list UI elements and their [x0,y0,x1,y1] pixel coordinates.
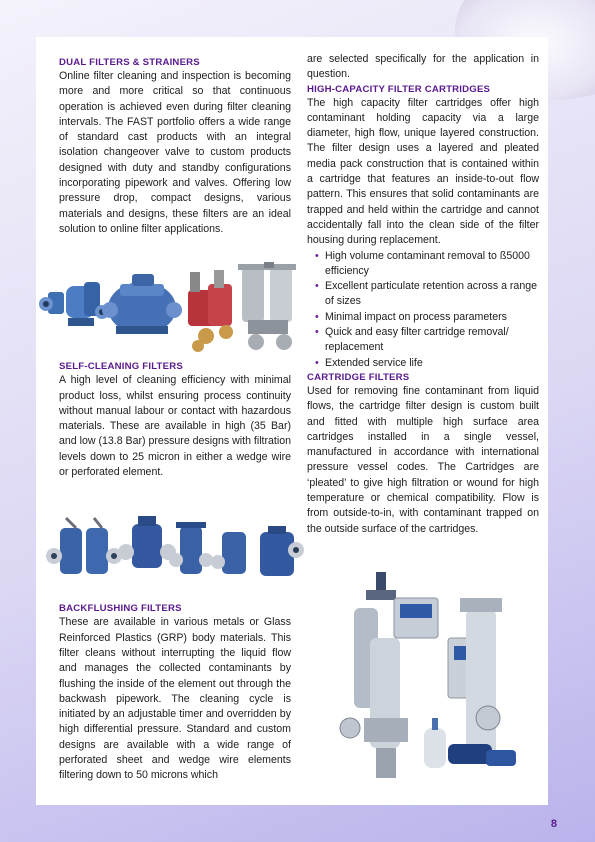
cartridge-heading: CARTRIDGE FILTERS [307,371,410,383]
high-capacity-body: The high capacity filter cartridges offer high contaminant holding capacity via a large diameter, high flow, unique layered construction. The filter design uses a layered and pleated media pack construction that is contained within a cartridge that features an inside-to-out flow pattern. This ensures that solid contaminants are trapped and held within the cartridge and cannot accidentally fall into the clean side of the filter housing during replacement. [307,96,539,247]
bullet-item: • Extended service life [307,356,539,371]
cartridge-body: Used for removing fine contaminant from liquid flows, the cartridge filter design is custom built and fitted with multiple high surface area cartridges installed in a single vessel, manufactured in accordance with international pressure vessel codes. The Cartridges are ‘pleated’ to give high filtration or wound for high temperature or chemical compatibility. Flow is from outside-to-in, with contaminant trapped on the outside surface of the cartridges. [307,384,539,535]
backflushing-body: These are available in various metals or Glass Reinforced Plastics (GRP) body materials. This filter cleans without interrupting the liquid flow and manages the collected contaminants by flushing the inside of the element out through the backwash pipework. The cleaning cycle is initiated by an adjustable timer and overridden by high differential pressure. Standard and custom designs are available with a wide range of perforated sheet and wedge wire elements filtering down to 50 microns which [59,616,291,782]
bullet-item: • Minimal impact on process parameters [307,310,539,325]
bullet-item: • High volume contaminant removal to ß5000 efficiency [307,249,539,280]
bullet-item: • Excellent particulate retention across a range of sizes [307,279,539,310]
page-number: 8 [550,818,557,830]
dual-filters-photo [38,262,304,356]
high-capacity-bullets [307,249,539,371]
backflushing-continuation: are selected specifically for the application in question. [307,53,539,81]
dual-filters-body: Online filter cleaning and inspection is becoming more and more critical so that continuous operation is achieved even during filter cleaning intervals. The FAST portfolio offers a wide range of standard cast products with an integral isolation changeover valve to custom products designed with duty and standby configurations incorporating pipework and valves. Offering low pressure drop, compact designs, various materials and designs, these filters are an ideal solution to online filter applications. [59,70,291,235]
dual-filters-heading: DUAL FILTERS & STRAINERS [59,57,200,68]
self-cleaning-heading: SELF-CLEANING FILTERS [59,361,183,373]
self-cleaning-body: A high level of cleaning efficiency with minimal product loss, whilst ensuring process continuity without manual labour or contact with hazardous materials. These are available in high (35 Bar) and low (13.8 Bar) pressure designs with filtration levels down to 25 micron in either a wedge wire or perforated element. [59,374,291,479]
high-capacity-heading: HIGH-CAPACITY FILTER CARTRIDGES [307,83,491,95]
backflushing-heading: BACKFLUSHING FILTERS [59,603,182,615]
bullet-item: • Quick and easy filter cartridge removal/ replacement [307,325,539,356]
left-column [59,56,291,784]
self-cleaning-photo [46,512,304,588]
right-column [307,52,539,537]
backflushing-photo [336,568,522,782]
